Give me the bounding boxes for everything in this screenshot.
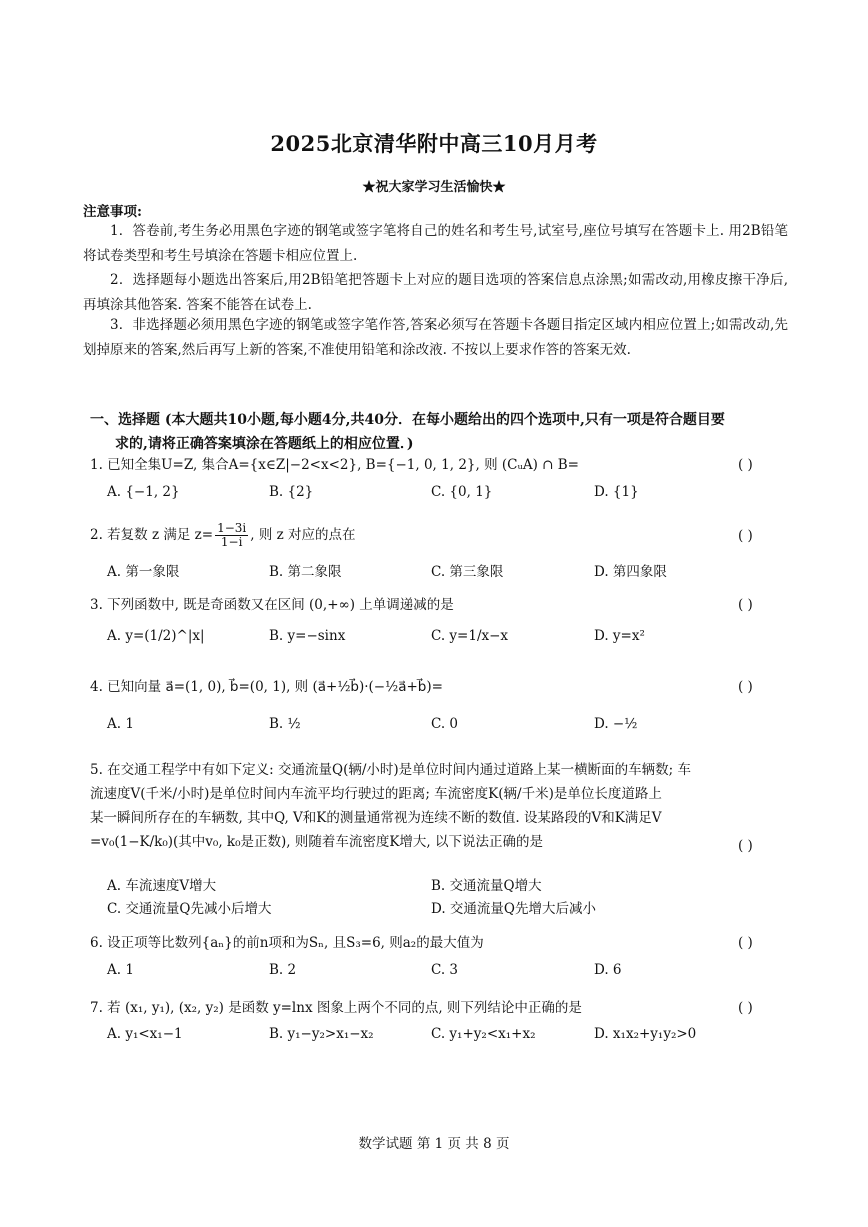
answer-bracket: ( ): [738, 935, 753, 951]
notice-item-1: 1．答卷前,考生务必用黑色字迹的钢笔或签字笔将自己的姓名和考生号,试室号,座位号填写在答题卡上. 用2B铅笔将试卷类型和考生号填涂在答题卡相应位置上.: [83, 223, 788, 264]
question-5-stem: [90, 758, 790, 854]
option-d: D. x₁x₂+y₁y₂>0: [594, 1026, 697, 1042]
question-5-options-row2: [107, 897, 767, 923]
section-heading-line1: 一、选择题 (本大题共10小题,每小题4分,共40分．在每小题给出的四个选项中,只有一项是符合题目要: [90, 412, 725, 428]
option-d: D. −½: [594, 716, 638, 732]
question-6-stem: 6. 设正项等比数列{aₙ}的前n项和为Sₙ, 且S₃=6, 则a₂的最大值为: [90, 935, 484, 951]
option-a: A. 1: [107, 962, 134, 978]
answer-bracket: ( ): [738, 679, 753, 695]
option-b: B. y=−sinx: [269, 628, 346, 644]
question-2-options: [107, 560, 767, 586]
answer-bracket: ( ): [738, 457, 753, 473]
option-c: C. {0, 1}: [431, 484, 493, 500]
motto: ★祝大家学习生活愉快★: [362, 180, 506, 195]
question-3-stem: 3. 下列函数中, 既是奇函数又在区间 (0,+∞) 上单调递减的是: [90, 597, 454, 613]
notice-item-3: 3．非选择题必须用黑色字迹的钢笔或签字笔作答,答案必须写在答题卡各题目指定区域内相应位置上;如需改动,先划掉原来的答案,然后再写上新的答案,不准使用铅笔和涂改液. 不按以上要求作答的答案无效.: [83, 317, 788, 358]
option-c: C. 交通流量Q先减小后增大: [107, 901, 272, 917]
answer-bracket: ( ): [738, 838, 753, 854]
answer-bracket: ( ): [738, 597, 753, 613]
question-5-line-2: 流速度V(千米/小时)是单位时间内车流平均行驶过的距离; 车流密度K(辆/千米)是单位长度道路上: [90, 786, 662, 802]
page-footer: 数学试题 第 1 页 共 8 页: [358, 1136, 510, 1152]
answer-bracket: ( ): [738, 1000, 753, 1016]
option-b: B. y₁−y₂>x₁−x₂: [269, 1026, 374, 1042]
notice-heading: 注意事项:: [83, 204, 142, 220]
option-a: A. 第一象限: [107, 564, 180, 580]
question-5-line-4: =v₀(1−K/k₀)(其中v₀, k₀是正数), 则随着车流密度K增大, 以下说法正确的是: [90, 834, 544, 850]
question-5-line-3: 某一瞬间所存在的车辆数, 其中Q, V和K的测量通常视为连续不断的数值. 设某路段的V和K满足V: [90, 810, 662, 826]
option-b: B. ½: [269, 716, 301, 732]
section-heading: [90, 408, 790, 456]
option-c: C. y₁+y₂<x₁+x₂: [431, 1026, 536, 1042]
option-c: C. y=1/x−x: [431, 628, 509, 644]
option-d: D. 第四象限: [594, 564, 667, 580]
question-4-stem: 4. 已知向量 a⃗=(1, 0), b⃗=(0, 1), 则 (a⃗+½b⃗)·(−½a⃗+b⃗)=: [90, 679, 443, 695]
question-3-options: [107, 628, 767, 654]
option-b: B. {2}: [269, 484, 314, 500]
question-7-stem: 7. 若 (x₁, y₁), (x₂, y₂) 是函数 y=lnx 图象上两个不同的点, 则下列结论中正确的是: [90, 1000, 582, 1016]
page-title: 2025北京清华附中高三10月月考: [270, 131, 598, 156]
option-d: D. {1}: [594, 484, 639, 500]
option-b: B. 第二象限: [269, 564, 342, 580]
question-2-stem-b: , 则 z 对应的点在: [250, 527, 356, 543]
option-c: C. 第三象限: [431, 564, 504, 580]
option-b: B. 2: [269, 962, 297, 978]
option-a: A. {−1, 2}: [107, 484, 180, 500]
notice-item-2: 2．选择题每小题选出答案后,用2B铅笔把答题卡上对应的题目选项的答案信息点涂黑;如需改动,用橡皮擦干净后,再填涂其他答案. 答案不能答在试卷上.: [83, 272, 788, 313]
option-c: C. 0: [431, 716, 459, 732]
question-5-line-1: 5. 在交通工程学中有如下定义: 交通流量Q(辆/小时)是单位时间内通过道路上某一横断面的车辆数; 车: [90, 762, 691, 778]
question-1-stem: 1. 已知全集U=Z, 集合A={x∈Z|−2<x<2}, B={−1, 0, 1, 2}, 则 (CᵤA) ∩ B=: [90, 457, 579, 473]
option-d: D. 交通流量Q先增大后减小: [431, 901, 596, 917]
option-a: A. 车流速度V增大: [107, 878, 217, 894]
option-d: D. 6: [594, 962, 622, 978]
question-1-options: [107, 484, 767, 510]
section-heading-line2: 求的,请将正确答案填涂在答题纸上的相应位置．): [115, 436, 414, 452]
option-a: A. y₁<x₁−1: [107, 1026, 183, 1042]
option-a: A. 1: [107, 716, 134, 732]
question-2-stem-a: 2. 若复数 z 满足 z=: [90, 527, 214, 543]
fraction-numerator: 1−3i: [217, 521, 247, 535]
question-6-options: [107, 962, 767, 988]
fraction: [215, 522, 248, 549]
option-d: D. y=x²: [594, 628, 645, 644]
question-7-options: [107, 1026, 767, 1052]
option-a: A. y=(1/2)^|x|: [107, 628, 205, 644]
answer-bracket: ( ): [738, 528, 753, 544]
question-2-stem: [90, 522, 698, 549]
question-4-options: [107, 716, 767, 742]
fraction-denominator: 1−i: [220, 535, 243, 549]
option-c: C. 3: [431, 962, 459, 978]
option-b: B. 交通流量Q增大: [431, 878, 542, 894]
